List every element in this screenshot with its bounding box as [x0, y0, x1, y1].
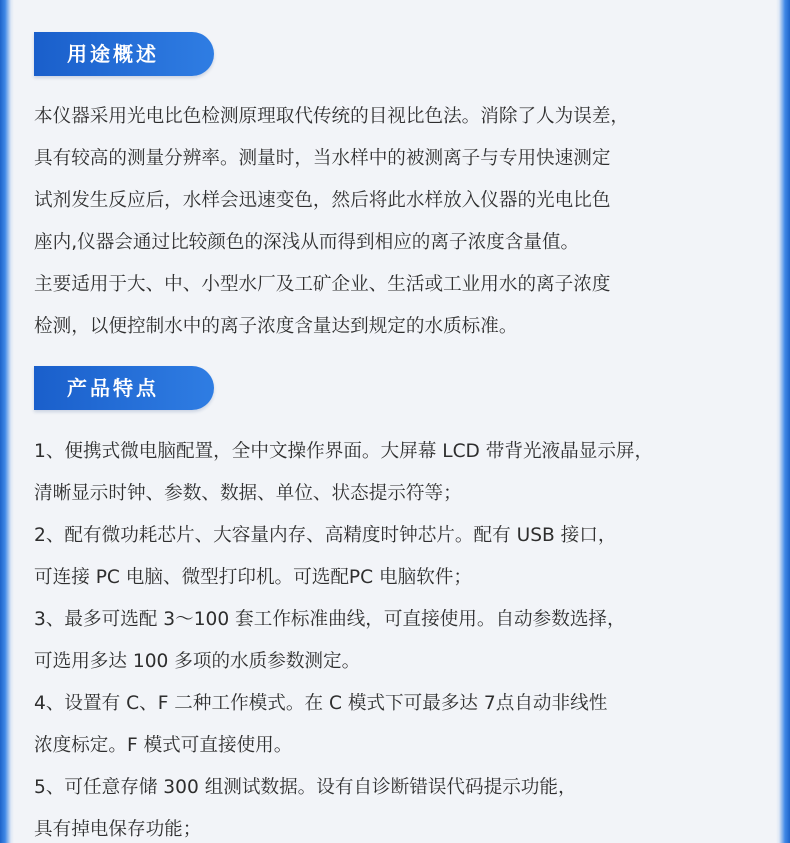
paragraph-line: 本仪器采用光电比色检测原理取代传统的目视比色法。消除了人为误差， — [34, 106, 630, 127]
feature-line: 2、配有微功耗芯片、大容量内存、高精度时钟芯片。配有 USB 接口， — [34, 525, 617, 546]
usage-overview-text — [34, 96, 779, 348]
paragraph-line: 试剂发生反应后，水样会迅速变色，然后将此水样放入仪器的光电比色 — [34, 190, 611, 211]
feature-line: 1、便携式微电脑配置，全中文操作界面。大屏幕 LCD 带背光液晶显示屏， — [34, 441, 654, 462]
feature-line: 浓度标定。F 模式可直接使用。 — [34, 735, 293, 756]
paragraph-line: 座内,仪器会通过比较颜色的深浅从而得到相应的离子浓度含量值。 — [34, 232, 580, 253]
paragraph-line: 具有较高的测量分辨率。测量时，当水样中的被测离子与专用快速测定 — [34, 148, 611, 169]
product-features-text — [34, 431, 779, 843]
feature-line: 3、最多可选配 3～100 套工作标准曲线，可直接使用。自动参数选择， — [34, 609, 626, 630]
feature-line: 可选用多达 100 多项的水质参数测定。 — [34, 651, 361, 672]
feature-line: 5、可任意存储 300 组测试数据。设有自诊断错误代码提示功能， — [34, 777, 577, 798]
paragraph-line: 主要适用于大、中、小型水厂及工矿企业、生活或工业用水的离子浓度 — [34, 274, 611, 295]
feature-line: 具有掉电保存功能； — [34, 819, 202, 840]
feature-line: 4、设置有 C、F 二种工作模式。在 C 模式下可最多达 7点自动非线性 — [34, 693, 608, 714]
feature-line: 可连接 PC 电脑、微型打印机。可选配PC 电脑软件； — [34, 567, 472, 588]
left-border-decoration — [0, 0, 14, 843]
paragraph-line: 检测，以便控制水中的离子浓度含量达到规定的水质标准。 — [34, 316, 518, 337]
section-title: 产品特点 — [67, 376, 159, 400]
section-title: 用途概述 — [67, 42, 159, 66]
section-heading-usage-overview — [34, 32, 214, 76]
feature-line: 清晰显示时钟、参数、数据、单位、状态提示符等； — [34, 483, 462, 504]
section-heading-product-features — [34, 366, 214, 410]
